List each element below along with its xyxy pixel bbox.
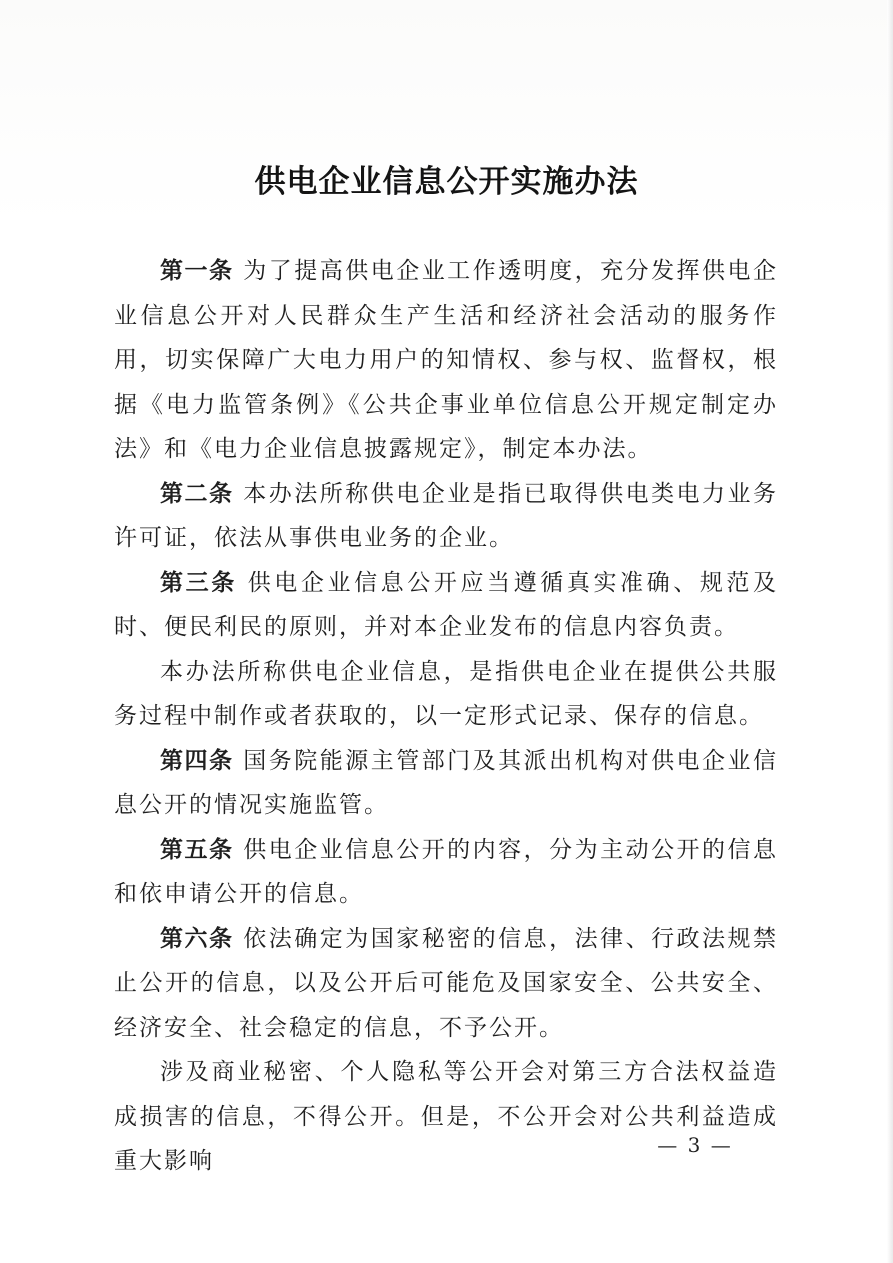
article-heading: 第三条 <box>160 569 237 596</box>
paragraph-text: 依法确定为国家秘密的信息，法律、行政法规禁止公开的信息，以及公开后可能危及国家安全、公共安全、经济安全、社会稳定的信息，不予公开。 <box>114 925 779 1041</box>
paragraph-text: 本办法所称供电企业信息，是指供电企业在提供公共服务过程中制作或者获取的，以一定形式记录、保存的信息。 <box>114 658 778 729</box>
paragraph-article-3 <box>114 561 778 650</box>
article-heading: 第二条 <box>160 480 234 507</box>
paragraph-article-3-continued <box>114 650 778 739</box>
article-heading: 第四条 <box>160 747 234 774</box>
article-heading: 第五条 <box>160 836 234 863</box>
paragraph-article-1 <box>114 249 778 472</box>
paragraph-article-4 <box>114 739 778 828</box>
document-title: 供电企业信息公开实施办法 <box>254 164 639 200</box>
paragraph-article-6 <box>114 917 778 1051</box>
paragraph-text: 本办法所称供电企业是指已取得供电类电力业务许可证，依法从事供电业务的企业。 <box>114 480 779 551</box>
paragraph-text: 供电企业信息公开的内容，分为主动公开的信息和依申请公开的信息。 <box>114 836 779 907</box>
paragraph-text: 涉及商业秘密、个人隐私等公开会对第三方合法权益造成损害的信息，不得公开。但是，不公开会对公共利益造成重大影响 <box>114 1059 778 1174</box>
paragraph-text: 为了提高供电企业工作透明度，充分发挥供电企业信息公开对人民群众生产生活和经济社会活动的服务作用，切实保障广大电力用户的知情权、参与权、监督权，根据《电力监管条例》《公共企事业单位信息公开规定制定办法》和《电力企业信息披露规定》，制定本办法。 <box>114 258 779 462</box>
paragraph-text: 国务院能源主管部门及其派出机构对供电企业信息公开的情况实施监管。 <box>114 747 779 818</box>
article-heading: 第一条 <box>160 258 234 284</box>
page-number: — 3 — <box>657 1133 733 1157</box>
document-body <box>114 249 778 1184</box>
paragraph-article-6-continued <box>114 1050 778 1184</box>
paragraph-article-5 <box>114 828 778 917</box>
article-heading: 第六条 <box>160 925 234 952</box>
paragraph-article-2 <box>114 472 778 561</box>
paragraph-text: 供电企业信息公开应当遵循真实准确、规范及时、便民利民的原则，并对本企业发布的信息内容负责。 <box>114 569 779 640</box>
